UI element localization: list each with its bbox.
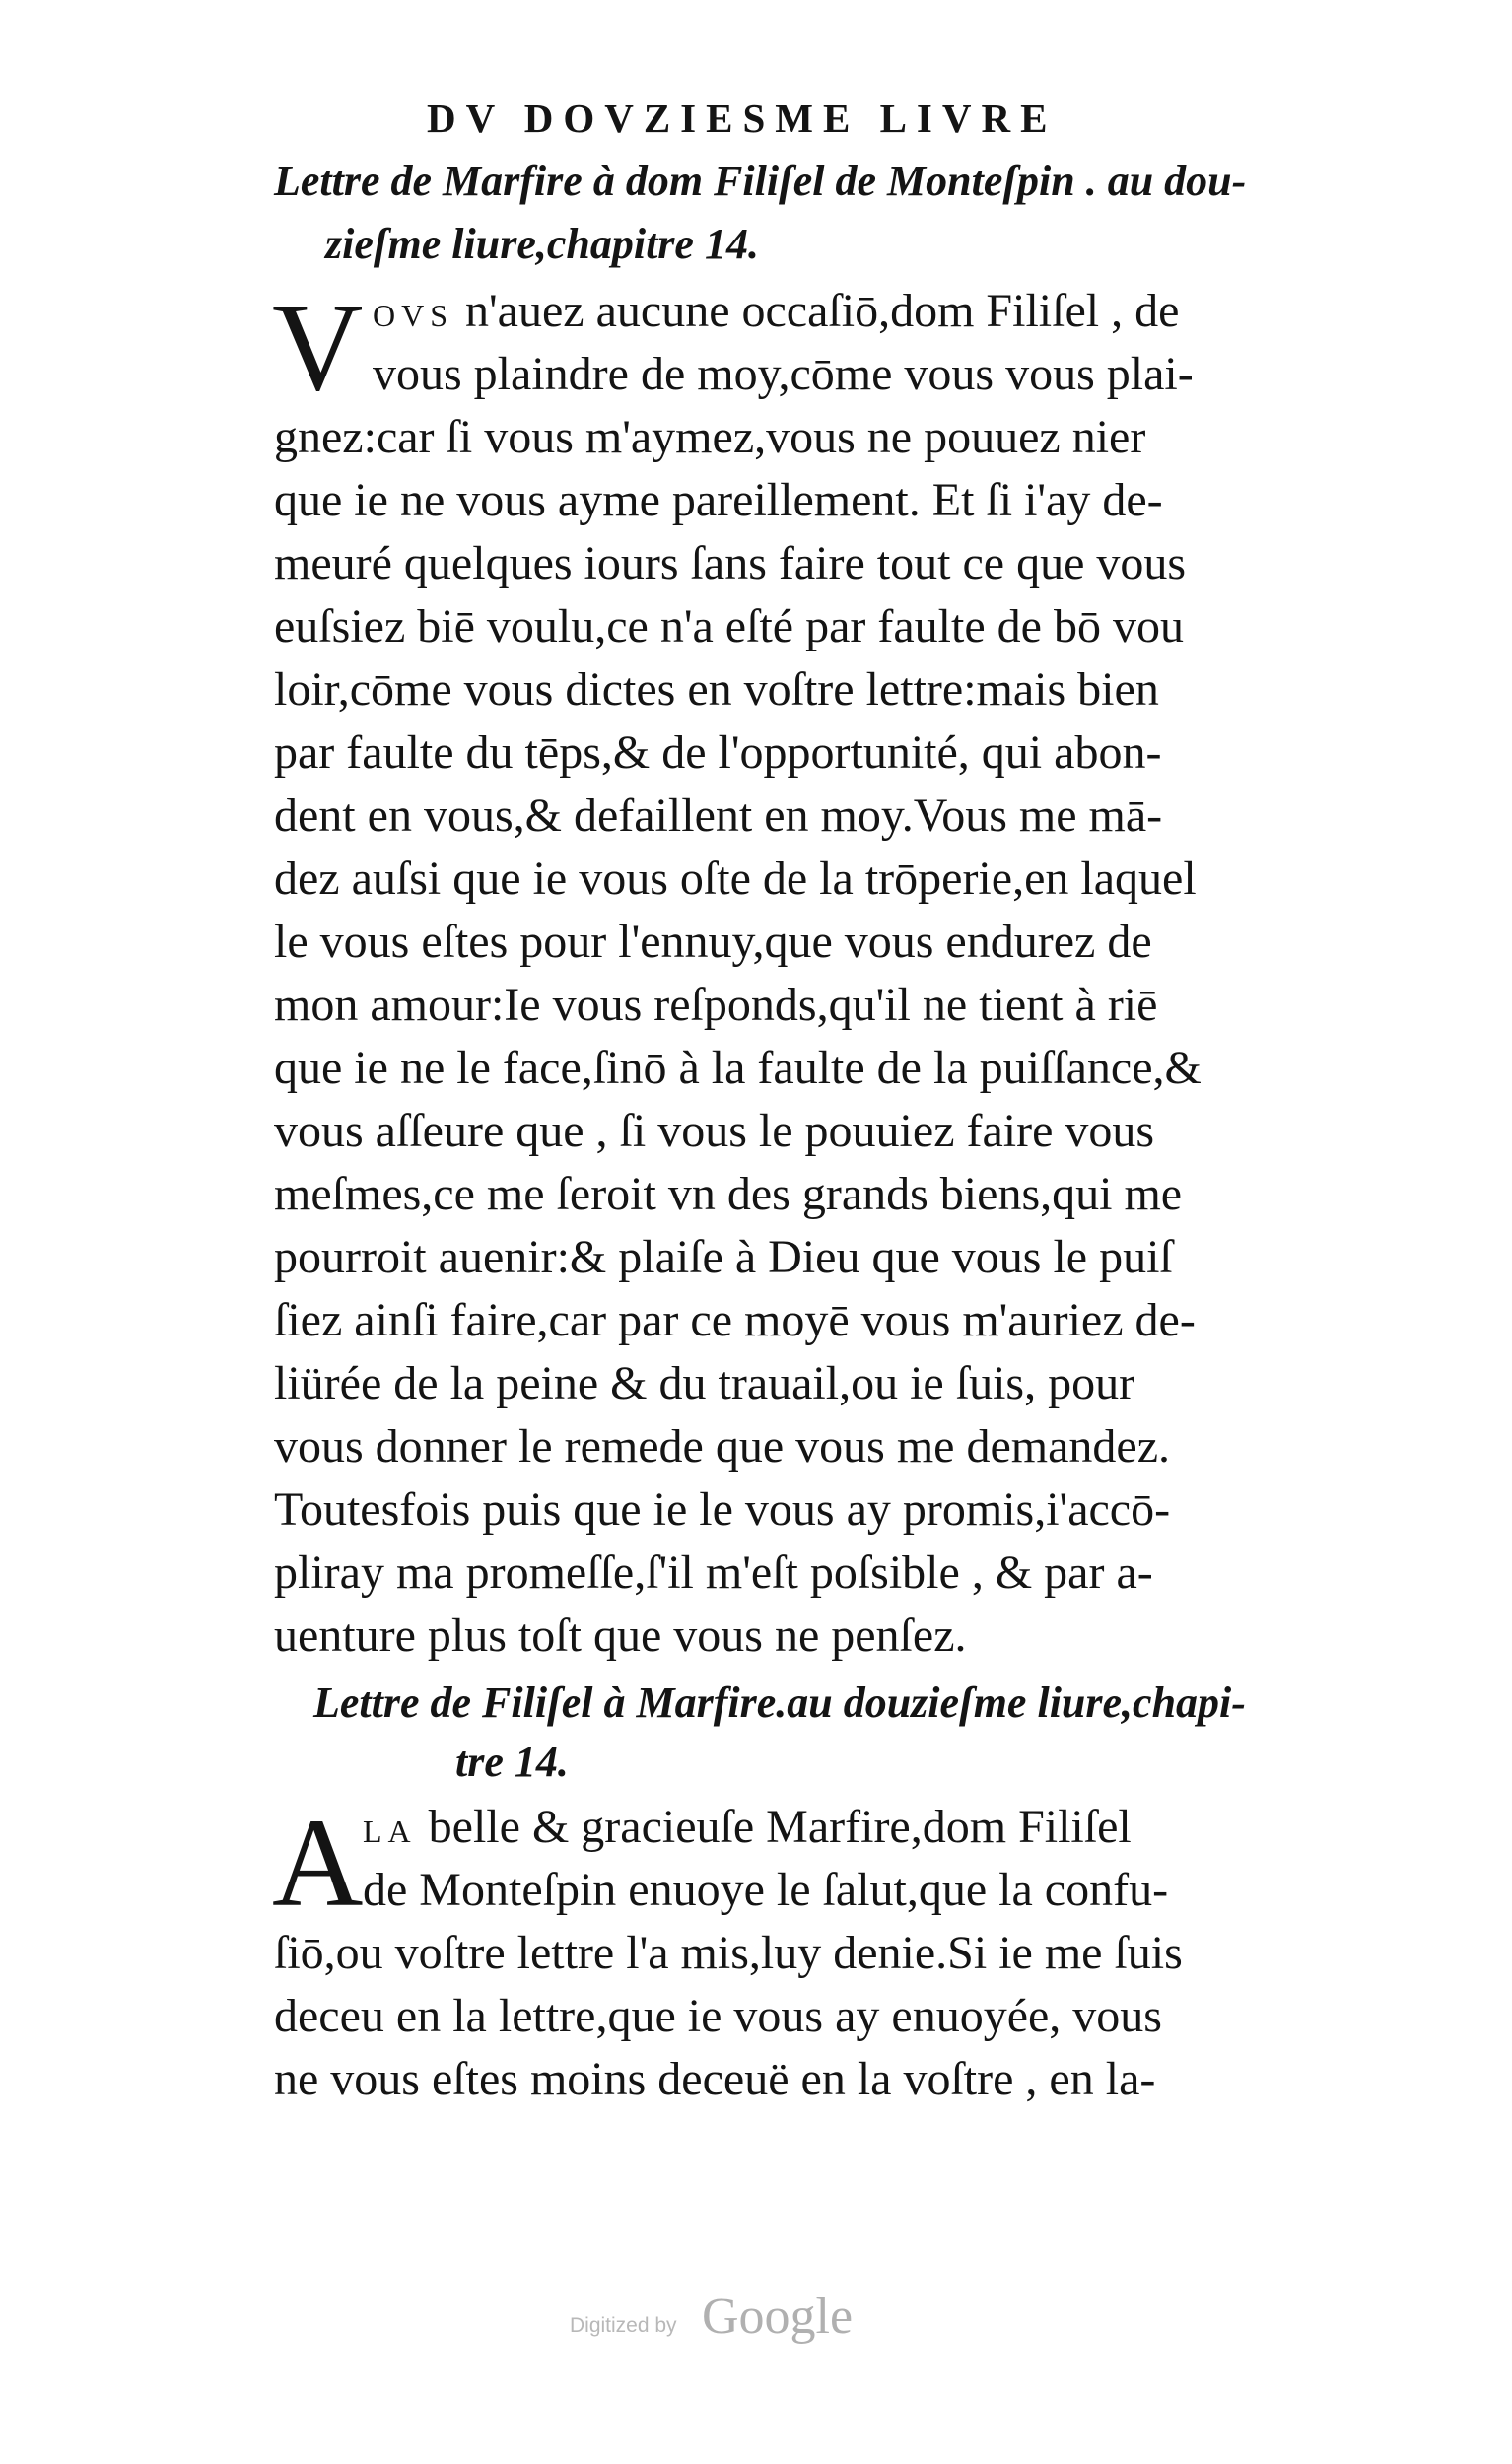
letter1-line-2: vous plaindre de moy,cōme vous vous plai- xyxy=(373,348,1194,400)
letter2-line-1 xyxy=(363,1800,1132,1854)
letter1-line-21: pliray ma promeſſe,ſ'il m'eſt poſsible , & par a- xyxy=(274,1546,1153,1599)
letter1-line-1 xyxy=(373,284,1179,338)
letter2-lead-smallcaps: LA xyxy=(363,1814,417,1849)
letter1-line-15: meſmes,ce me ſeroit vn des grands biens,qui me xyxy=(274,1168,1183,1220)
watermark-digitized-by: Digitized by xyxy=(570,2314,677,2337)
letter1-line-17: ſiez ainſi faire,car par ce moyē vous m'auriez de- xyxy=(274,1294,1196,1346)
letter1-line-7: loir,cōme vous dictes en voſtre lettre:mais bien xyxy=(274,663,1159,716)
letter1-line-13: que ie ne le face,ſinō à la faulte de la puiſſance,& xyxy=(274,1042,1202,1094)
letter1-line-9: dent en vous,& defaillent en moy.Vous me mā- xyxy=(274,789,1163,842)
letter1-line-12: mon amour:Ie vous reſponds,qu'il ne tient à riē xyxy=(274,979,1158,1031)
letter1-heading-line1: Lettre de Marfire à dom Filiſel de Monteſpin . au dou- xyxy=(274,157,1247,205)
letter1-line-4: que ie ne vous ayme pareillement. Et ſi i'ay de- xyxy=(274,474,1163,526)
letter1-line-14: vous aſſeure que , ſi vous le pouuiez faire vous xyxy=(274,1105,1155,1157)
letter2-heading-line2: tre 14. xyxy=(455,1738,569,1786)
letter1-line-11: le vous eſtes pour l'ennuy,que vous endurez de xyxy=(274,916,1152,968)
letter2-line-2: de Monteſpin enuoye le ſalut,que la confu- xyxy=(363,1864,1169,1916)
letter1-line-20: Toutesfois puis que ie le vous ay promis,i'accō- xyxy=(274,1483,1171,1536)
letter2-line-1-text: belle & gracieuſe Marfire,dom Filiſel xyxy=(428,1801,1132,1853)
letter1-line-1-text: n'auez aucune occaſiō,dom Filiſel , de xyxy=(465,285,1180,337)
running-head: DV DOVZIESME LIVRE xyxy=(427,96,1058,141)
letter2-line-5: ne vous eſtes moins deceuë en la voſtre , en la- xyxy=(274,2053,1156,2105)
letter1-line-5: meuré quelques iours ſans faire tout ce que vous xyxy=(274,537,1187,589)
letter2-line-3: ſiō,ou voſtre lettre l'a mis,luy denie.Si ie me ſuis xyxy=(274,1927,1183,1979)
letter1-line-10: dez auſsi que ie vous oſte de la trōperie,en laquel xyxy=(274,853,1197,905)
letter2-heading-line1: Lettre de Filiſel à Marfire.au douzieſme liure,chapi- xyxy=(313,1678,1246,1727)
letter1-line-16: pourroit auenir:& plaiſe à Dieu que vous le puiſ xyxy=(274,1231,1173,1283)
letter2-drop-cap: A xyxy=(272,1793,364,1933)
letter1-line-18: liürée de la peine & du trauail,ou ie ſuis, pour xyxy=(274,1357,1135,1409)
letter1-line-8: par faulte du tēps,& de l'opportunité, qui abon- xyxy=(274,726,1162,779)
letter1-line-6: euſsiez biē voulu,ce n'a eſté par faulte de bō vou xyxy=(274,600,1184,652)
letter1-line-3: gnez:car ſi vous m'aymez,vous ne pouuez nier xyxy=(274,411,1146,463)
letter2-line-4: deceu en la lettre,que ie vous ay enuoyée, vous xyxy=(274,1990,1162,2042)
watermark-google-logo: Google xyxy=(702,2289,854,2345)
letter1-line-22: uenture plus toſt que vous ne penſez. xyxy=(274,1609,967,1662)
letter1-drop-cap: V xyxy=(272,277,364,417)
letter1-lead-smallcaps: OVS xyxy=(373,298,454,333)
letter1-heading-line2: zieſme liure,chapitre 14. xyxy=(325,220,759,268)
letter1-line-19: vous donner le remede que vous me demandez. xyxy=(274,1420,1171,1472)
